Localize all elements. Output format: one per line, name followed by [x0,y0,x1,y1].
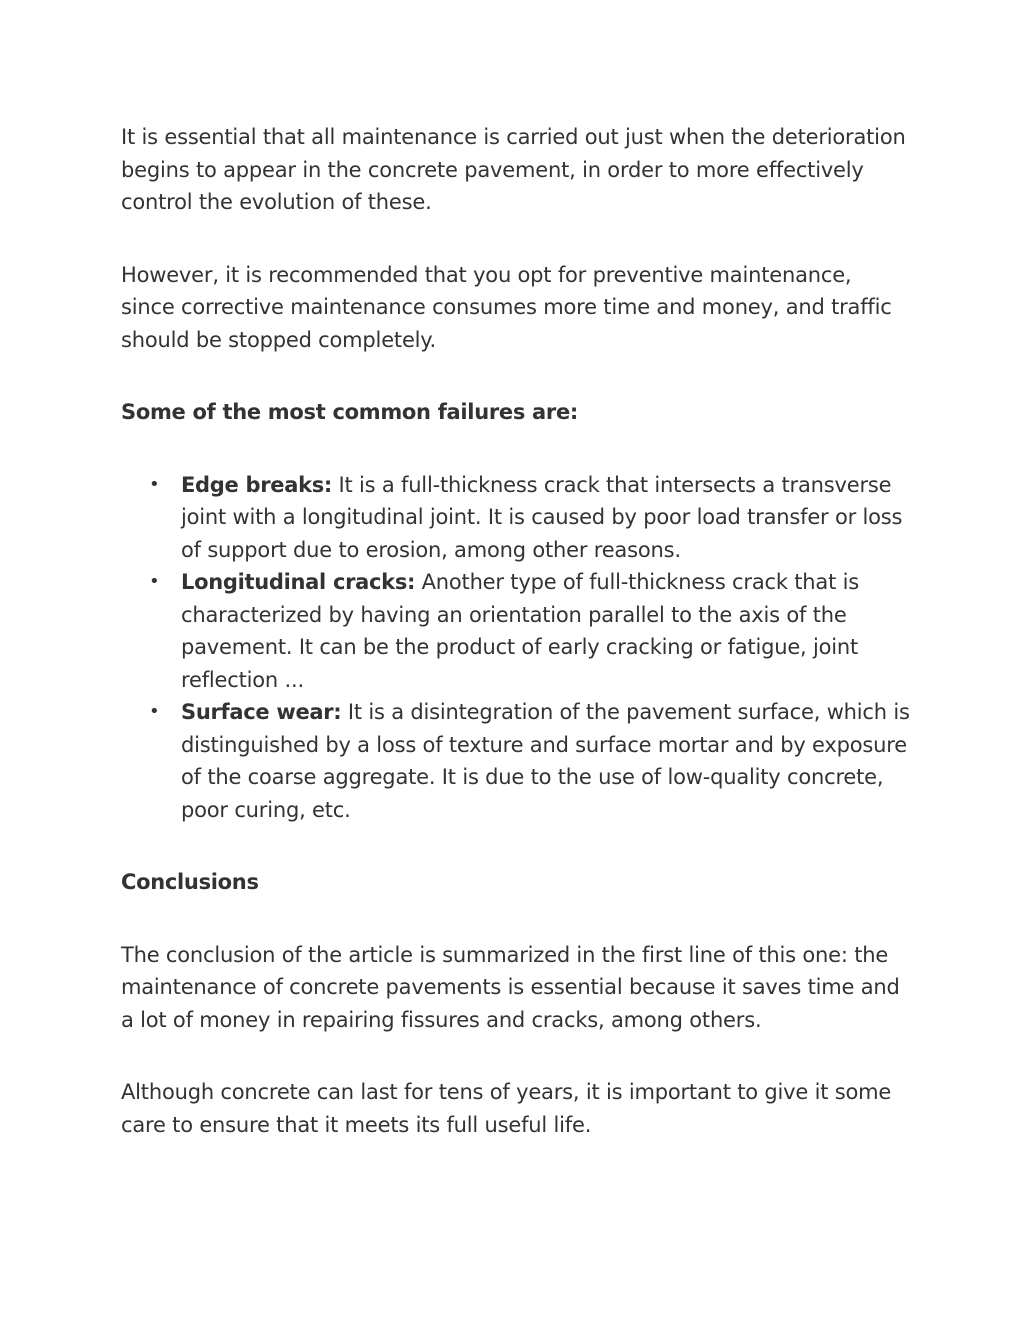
failures-list [121,469,911,827]
conclusion-paragraph: The conclusion of the article is summarized in the first line of this one: the maintenance of concrete pavements is essential because it saves time and a lot of money in repairing fissures and cracks, among others. [121,942,900,1032]
bullet-icon: • [149,571,160,592]
intro-paragraph: It is essential that all maintenance is carried out just when the deterioration begins to appear in the concrete pavement, in order to more effectively control the evolution of these. [121,125,906,214]
failure-description: It is a disintegration of the pavement surface, which is distinguished by a loss of texture and surface mortar and by exposure of the coarse aggregate. It is due to the use of low-quality concrete, poor curing, etc. [181,700,910,822]
failure-description: It is a full-thickness crack that intersects a transverse joint with a longitudinal joint. It is caused by poor load transfer or loss of support due to erosion, among other reasons. [181,472,903,562]
list-item [121,696,911,826]
list-item [121,469,911,567]
list-item [121,566,911,696]
bullet-icon: • [149,701,160,722]
bullet-icon: • [149,473,160,495]
failure-term: Edge breaks: [181,472,333,497]
conclusions-heading: Conclusions [121,870,259,894]
failure-description: Another type of full-thickness crack that is characterized by having an orientation parallel to the axis of the pavement. It can be the product of early cracking or fatigue, joint reflection ... [181,570,859,692]
document-page [121,121,911,1181]
recommendation-paragraph: However, it is recommended that you opt for preventive maintenance, since corrective maintenance consumes more time and money, and traffic should be stopped completely. [121,262,892,352]
closing-paragraph: Although concrete can last for tens of years, it is important to give it some care to ensure that it meets its full useful life. [121,1080,892,1137]
failures-heading: Some of the most common failures are: [121,400,579,424]
failure-term: Surface wear: [181,700,342,724]
failure-term: Longitudinal cracks: [181,570,416,594]
